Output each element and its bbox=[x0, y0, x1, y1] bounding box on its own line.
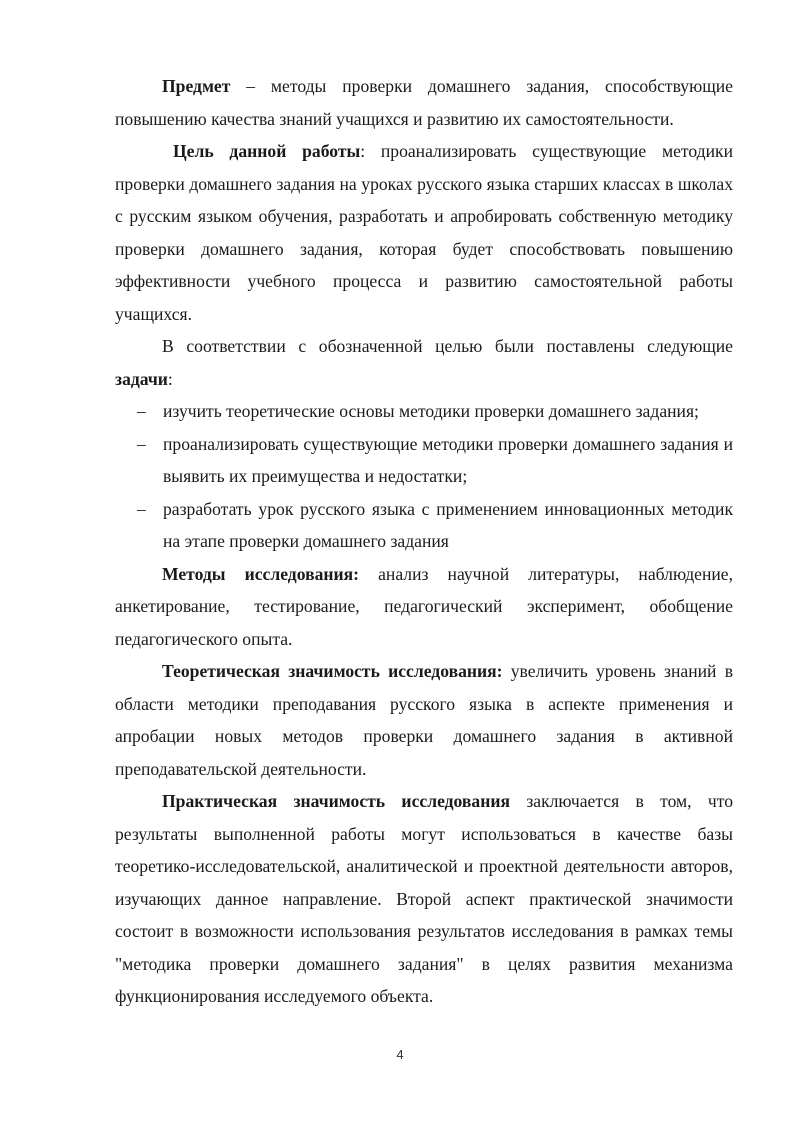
methods-paragraph bbox=[115, 558, 733, 656]
tasks-label: задачи bbox=[115, 368, 168, 389]
subject-paragraph bbox=[115, 70, 733, 135]
tasks-intro-paragraph bbox=[115, 330, 733, 395]
list-item bbox=[115, 395, 733, 428]
practical-paragraph bbox=[115, 785, 733, 1013]
page-number: 4 bbox=[396, 1047, 404, 1062]
theoretical-label: Теоретическая значимость исследования: bbox=[162, 661, 503, 681]
list-item bbox=[115, 428, 733, 493]
body-text bbox=[115, 70, 733, 1013]
dash-marker: – bbox=[137, 433, 146, 454]
theoretical-text: увеличить уровень знаний в области методики преподавания русского языка в аспекте применения и апробации новых методов проверки домашнего задания в активной преподавательской деятельности. bbox=[115, 661, 733, 779]
theoretical-paragraph bbox=[115, 655, 733, 785]
dash-marker: – bbox=[137, 498, 146, 519]
subject-text: – методы проверки домашнего задания, способствующие повышению качества знаний учащихся и развитию их самостоятельности. bbox=[115, 76, 733, 129]
practical-text: заключается в том, что результаты выполненной работы могут использоваться в качестве базы теоретико-исследовательской, аналитической и проектной деятельности авторов, изучающих данное направление. Второй аспект практической значимости состоит в возможности использования результатов исследования в рамках темы "методика проверки домашнего задания" в целях развития механизма функционирования исследуемого объекта. bbox=[115, 791, 733, 1006]
task-text: разработать урок русского языка с применением инновационных методик на этапе проверки домашнего задания bbox=[163, 498, 733, 551]
tasks-list bbox=[115, 395, 733, 558]
tasks-intro-text: В соответствии с обозначенной целью были поставлены следующие bbox=[162, 336, 733, 356]
subject-label: Предмет bbox=[162, 76, 231, 96]
task-text: изучить теоретические основы методики проверки домашнего задания; bbox=[163, 401, 699, 421]
goal-text: : проанализировать существующие методики проверки домашнего задания на уроках русского языка старших классах в школах с русским языком обучения, разработать и апробировать собственную методику проверки домашнего задания, которая будет способствовать повышению эффективности учебного процесса и развитию самостоятельной работы учащихся. bbox=[115, 141, 733, 324]
practical-label: Практическая значимость исследования bbox=[162, 791, 510, 811]
task-text: проанализировать существующие методики проверки домашнего задания и выявить их преимущества и недостатки; bbox=[163, 433, 733, 486]
goal-paragraph bbox=[115, 135, 733, 330]
tasks-intro-colon: : bbox=[167, 368, 173, 389]
dash-marker: – bbox=[137, 401, 146, 421]
list-item bbox=[115, 493, 733, 558]
methods-label: Методы исследования: bbox=[162, 563, 360, 584]
methods-text: анализ научной литературы, наблюдение, анкетирование, тестирование, педагогический эксперимент, обобщение педагогического опыта. bbox=[115, 563, 733, 649]
goal-label: Цель данной работы bbox=[173, 141, 361, 161]
